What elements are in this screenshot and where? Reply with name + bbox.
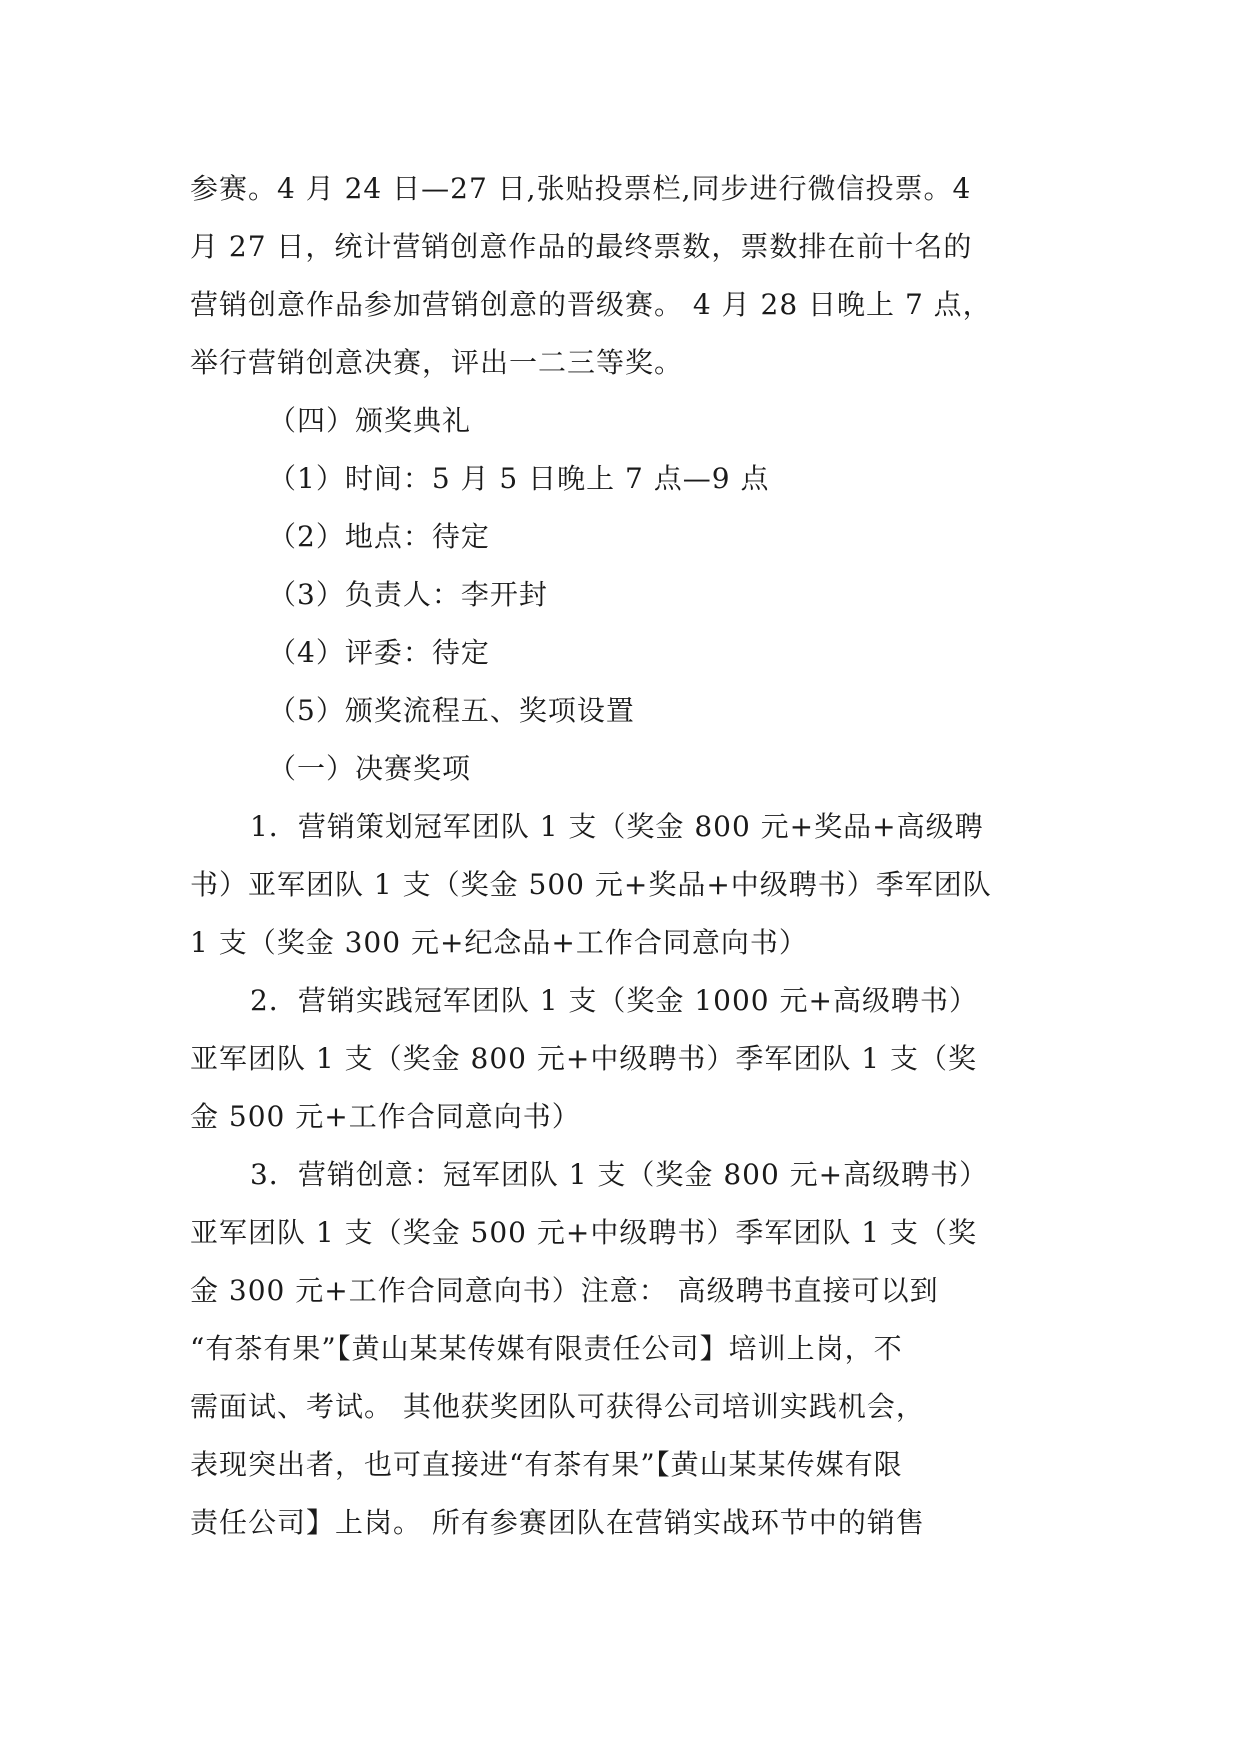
paragraph-line: 责任公司】上岗。 所有参赛团队在营销实战环节中的销售 xyxy=(190,1506,925,1539)
paragraph-line: 月 27 日，统计营销创意作品的最终票数，票数排在前十名的 xyxy=(190,230,973,263)
paragraph-line: 营销创意作品参加营销创意的晋级赛。 4 月 28 日晚上 7 点， xyxy=(190,288,992,321)
paragraph-line: 亚军团队 1 支（奖金 500 元+中级聘书）季军团队 1 支（奖 xyxy=(190,1216,977,1249)
document-body xyxy=(190,160,1045,1552)
paragraph-line: 参赛。4 月 24 日—27 日,张贴投票栏,同步进行微信投票。4 xyxy=(190,172,972,205)
paragraph-line: 表现突出者，也可直接进“有茶有果”【黄山某某传媒有限 xyxy=(190,1448,903,1481)
paragraph-line: 书）亚军团队 1 支（奖金 500 元+奖品+中级聘书）季军团队 xyxy=(190,868,992,901)
paragraph-line: 需面试、考试。 其他获奖团队可获得公司培训实践机会， xyxy=(190,1390,925,1423)
paragraph-line: “有茶有果”【黄山某某传媒有限责任公司】培训上岗，不 xyxy=(190,1332,903,1365)
list-item: （1）时间：5 月 5 日晚上 7 点—9 点 xyxy=(268,462,770,495)
list-item: （5）颁奖流程五、奖项设置 xyxy=(268,694,635,727)
paragraph-line: 金 500 元+工作合同意向书） xyxy=(190,1100,581,1133)
paragraph-line: 1．营销策划冠军团队 1 支（奖金 800 元+奖品+高级聘 xyxy=(250,810,984,843)
list-item: （2）地点：待定 xyxy=(268,520,490,553)
paragraph-line: 金 300 元+工作合同意向书）注意： 高级聘书直接可以到 xyxy=(190,1274,939,1307)
paragraph-line: 举行营销创意决赛，评出一二三等奖。 xyxy=(190,346,684,379)
paragraph-line: 3．营销创意：冠军团队 1 支（奖金 800 元+高级聘书） xyxy=(250,1158,989,1191)
paragraph-line: 1 支（奖金 300 元+纪念品+工作合同意向书） xyxy=(190,926,808,959)
list-item: （4）评委：待定 xyxy=(268,636,490,669)
section-heading: （一）决赛奖项 xyxy=(268,752,472,785)
paragraph-line: 2．营销实践冠军团队 1 支（奖金 1000 元+高级聘书） xyxy=(250,984,978,1017)
list-item: （3）负责人：李开封 xyxy=(268,578,548,611)
section-heading: （四）颁奖典礼 xyxy=(268,404,472,437)
paragraph-line: 亚军团队 1 支（奖金 800 元+中级聘书）季军团队 1 支（奖 xyxy=(190,1042,977,1075)
